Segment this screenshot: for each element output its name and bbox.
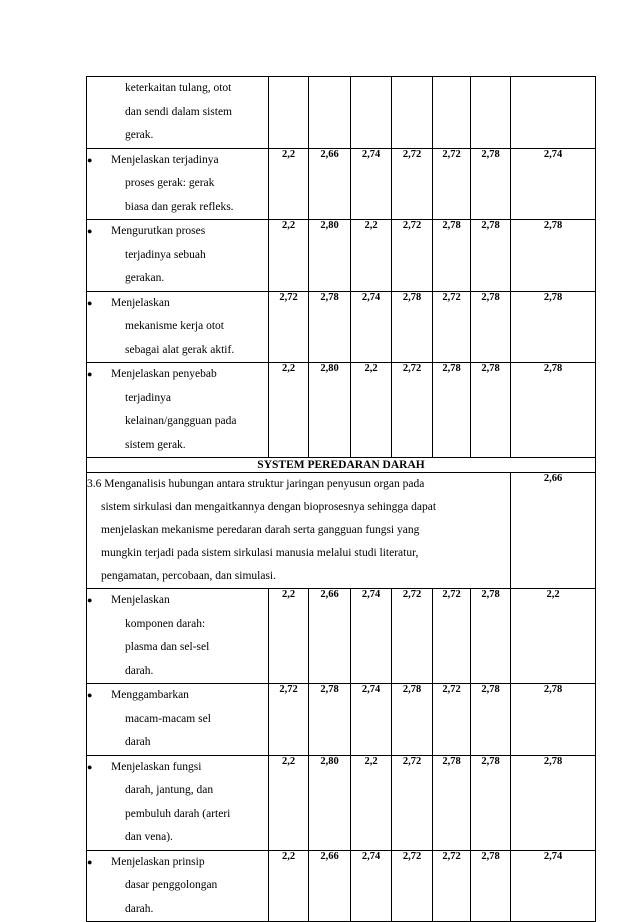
score-cell: 2,78 — [309, 291, 351, 363]
score-cell: 2,80 — [309, 755, 351, 850]
score-cell: 2,72 — [269, 291, 309, 363]
bullet-item — [87, 851, 268, 875]
indicator-line: proses gerak: gerak — [125, 177, 215, 189]
score-cell: 2,78 — [471, 291, 511, 363]
indicator-line: gerak. — [125, 129, 154, 141]
score-cell: 2,78 — [471, 589, 511, 684]
bullet-icon: ● — [87, 595, 93, 605]
score-cell: 2,66 — [309, 589, 351, 684]
score-cell: 2,72 — [392, 148, 433, 220]
bullet-item — [87, 684, 268, 708]
indicator-line: Menjelaskan — [111, 296, 170, 309]
bullet-item — [87, 292, 268, 316]
indicator-cell — [87, 755, 269, 850]
bullet-icon: ● — [87, 761, 93, 772]
table-row — [87, 77, 596, 149]
indicator-line: pembuluh darah (arteri — [125, 807, 231, 820]
indicator-line: darah. — [125, 664, 154, 677]
indicator-line: mekanisme kerja otot — [125, 320, 224, 332]
bullet-icon: ● — [87, 690, 93, 700]
kd-value: 2,66 — [511, 473, 596, 589]
indicator-cell — [87, 589, 269, 684]
bullet-item — [87, 220, 268, 244]
kd-line: pengamatan, percobaan, dan simulasi. — [101, 570, 276, 582]
indicator-cell — [87, 684, 269, 756]
indicator-line: plasma dan sel-sel — [125, 641, 210, 653]
score-cell: 2,72 — [433, 589, 471, 684]
indicator-line: dan vena). — [125, 831, 173, 843]
score-cell: 2,72 — [433, 148, 471, 220]
indicator-line: darah. — [125, 902, 154, 915]
score-cell: 2,78 — [392, 291, 433, 363]
score-cell: 2,74 — [511, 148, 596, 220]
table-row — [87, 148, 596, 220]
score-cell: 2,74 — [511, 850, 596, 922]
section-block — [87, 458, 596, 589]
kd-line: sistem sirkulasi dan mengaitkannya dengan bioprosesnya sehingga dapat — [101, 501, 437, 513]
score-cell: 2,72 — [269, 684, 309, 756]
bullet-item — [87, 589, 268, 613]
score-cell — [351, 77, 392, 149]
score-cell: 2,78 — [471, 220, 511, 292]
score-cell: 2,80 — [309, 363, 351, 458]
bullet-item — [87, 756, 268, 780]
bullet-icon: ● — [87, 226, 93, 236]
score-cell — [392, 77, 433, 149]
indicator-cell — [87, 363, 269, 458]
score-cell: 2,78 — [471, 850, 511, 922]
kd-line: 3.6 Menganalisis hubungan antara struktur jaringan penyusun organ pada — [87, 478, 425, 490]
score-cell: 2,78 — [511, 755, 596, 850]
score-cell: 2,78 — [511, 220, 596, 292]
score-cell: 2,78 — [471, 363, 511, 458]
score-cell — [269, 77, 309, 149]
indicator-line: biasa dan gerak refleks. — [125, 200, 234, 213]
score-cell: 2,72 — [392, 220, 433, 292]
score-cell: 2,66 — [309, 850, 351, 922]
score-cell: 2,78 — [433, 755, 471, 850]
score-cell: 2,78 — [392, 684, 433, 756]
indicator-line: terjadinya — [125, 391, 171, 404]
indicator-line: keterkaitan tulang, otot — [125, 82, 232, 94]
score-cell: 2,78 — [471, 755, 511, 850]
score-cell: 2,2 — [269, 755, 309, 850]
indicator-line: darah, jantung, dan — [125, 784, 214, 796]
indicator-cell — [87, 220, 269, 292]
score-cell — [511, 77, 596, 149]
indicator-line: kelainan/gangguan pada — [125, 415, 237, 427]
indicator-line: komponen darah: — [125, 617, 206, 630]
score-cell: 2,2 — [269, 589, 309, 684]
score-cell: 2,72 — [392, 850, 433, 922]
kd-line: mungkin terjadi pada sistem sirkulasi manusia melalui studi literatur, — [101, 547, 419, 559]
indicator-line: darah — [125, 736, 151, 748]
score-cell: 2,78 — [433, 363, 471, 458]
table-row — [87, 850, 596, 922]
table-row — [87, 589, 596, 684]
score-cell: 2,78 — [471, 684, 511, 756]
indicator-line: Menjelaskan prinsip — [111, 855, 205, 868]
table-row — [87, 363, 596, 458]
indicator-cell — [87, 291, 269, 363]
score-cell: 2,2 — [511, 589, 596, 684]
score-cell: 2,78 — [309, 684, 351, 756]
score-cell: 2,72 — [392, 589, 433, 684]
score-cell: 2,74 — [351, 291, 392, 363]
indicator-line: macam-macam sel — [125, 712, 211, 725]
kd-line: menjelaskan mekanisme peredaran darah serta gangguan fungsi yang — [101, 524, 420, 536]
kd-text — [87, 473, 511, 589]
score-cell: 2,72 — [392, 755, 433, 850]
bullet-icon: ● — [87, 369, 93, 379]
score-cell: 2,78 — [511, 363, 596, 458]
assessment-table — [86, 76, 596, 922]
indicator-line: gerakan. — [125, 272, 165, 284]
score-cell: 2,74 — [351, 684, 392, 756]
score-cell: 2,74 — [351, 850, 392, 922]
score-cell — [309, 77, 351, 149]
score-cell: 2,80 — [309, 220, 351, 292]
score-cell: 2,2 — [351, 363, 392, 458]
indicator-line: terjadinya sebuah — [125, 248, 206, 261]
score-cell — [433, 77, 471, 149]
score-cell: 2,78 — [433, 220, 471, 292]
indicator-line: Mengurutkan proses — [111, 225, 206, 237]
score-cell: 2,74 — [351, 589, 392, 684]
bullet-icon: ● — [87, 856, 93, 867]
section-heading-row — [87, 458, 596, 473]
indicator-line: Menggambarkan — [111, 689, 189, 701]
score-cell: 2,74 — [351, 148, 392, 220]
table-row — [87, 291, 596, 363]
table-body-top — [87, 77, 596, 458]
score-cell: 2,78 — [511, 291, 596, 363]
indicator-cell — [87, 148, 269, 220]
score-cell: 2,2 — [269, 148, 309, 220]
score-cell — [471, 77, 511, 149]
indicator-line: sistem gerak. — [125, 438, 186, 451]
indicator-cell — [87, 77, 269, 149]
score-cell: 2,72 — [392, 363, 433, 458]
score-cell: 2,2 — [269, 363, 309, 458]
score-cell: 2,78 — [511, 684, 596, 756]
score-cell: 2,66 — [309, 148, 351, 220]
indicator-line: Menjelaskan terjadinya — [111, 153, 219, 166]
table-row — [87, 684, 596, 756]
bullet-item — [87, 149, 268, 173]
score-cell: 2,2 — [351, 220, 392, 292]
bullet-item — [87, 363, 268, 387]
indicator-cell — [87, 850, 269, 922]
bullet-icon: ● — [87, 154, 93, 165]
indicator-line: sebagai alat gerak aktif. — [125, 343, 235, 356]
indicator-line: Menjelaskan — [111, 594, 170, 606]
table-body-bottom — [87, 589, 596, 922]
score-cell: 2,72 — [433, 291, 471, 363]
score-cell: 2,72 — [433, 684, 471, 756]
indicator-line: Menjelaskan fungsi — [111, 760, 202, 773]
section-heading: SYSTEM PEREDARAN DARAH — [87, 458, 596, 473]
score-cell: 2,2 — [269, 850, 309, 922]
table-row — [87, 755, 596, 850]
indicator-line: dan sendi dalam sistem — [125, 105, 232, 118]
kd-row — [87, 473, 596, 589]
score-cell: 2,2 — [351, 755, 392, 850]
indicator-line: Menjelaskan penyebab — [111, 368, 217, 380]
bullet-icon: ● — [87, 297, 93, 308]
table-row — [87, 220, 596, 292]
score-cell: 2,78 — [471, 148, 511, 220]
score-cell: 2,2 — [269, 220, 309, 292]
indicator-line: dasar penggolongan — [125, 879, 218, 891]
score-cell: 2,72 — [433, 850, 471, 922]
